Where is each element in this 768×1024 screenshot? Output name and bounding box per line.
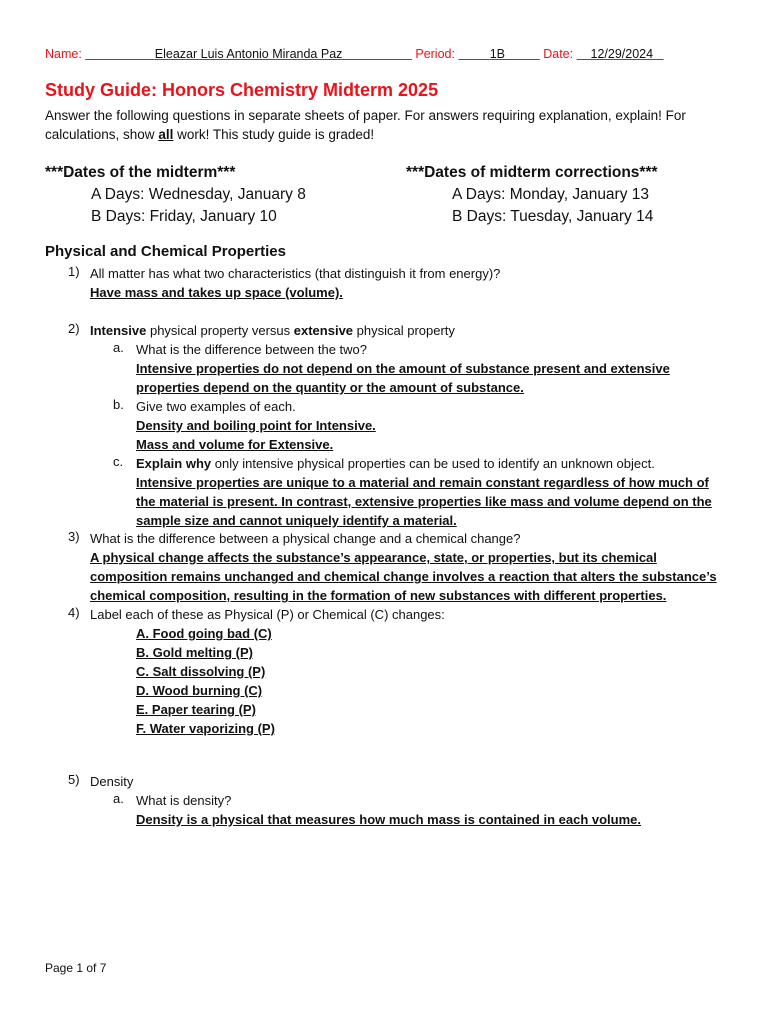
q5a-text: What is density? [136, 793, 232, 808]
q4-answer-f: F. Water vaporizing (P) [136, 721, 275, 736]
date-value: 12/29/2024 [590, 47, 654, 61]
midterm-b-days: B Days: Friday, January 10 [91, 208, 277, 225]
q2a-answer-line-2: properties depend on the quantity or the amount of substance. [136, 380, 524, 395]
instructions-emphasis: all [158, 127, 174, 142]
q4-answer-e: E. Paper tearing (P) [136, 702, 256, 717]
page-number: Page 1 of 7 [45, 961, 107, 975]
q2c-answer-line-3: sample size and cannot uniquely identify a material. [136, 513, 457, 528]
q1 [90, 264, 500, 302]
student-header [45, 47, 664, 61]
q4-number: 4) [68, 605, 80, 620]
q3-answer-line-2: composition remains unchanged and chemical change involves a reaction that alters the substance’s [90, 569, 717, 584]
name-value: Eleazar Luis Antonio Miranda Paz [154, 47, 343, 61]
q5-text: Density [90, 774, 134, 789]
q2c [136, 454, 712, 530]
q2a [136, 340, 670, 397]
q2b-answer-line-2: Mass and volume for Extensive. [136, 437, 334, 452]
correction-b-days: B Days: Tuesday, January 14 [452, 208, 654, 225]
instructions-text-2: work! This study guide is graded! [173, 127, 375, 142]
q2c-label: c. [113, 454, 124, 469]
q4-answers [136, 624, 275, 738]
q2b-label: b. [113, 397, 124, 412]
period-value: 1B [489, 47, 506, 61]
q2-text-end: physical property [353, 323, 455, 338]
q2c-bold: Explain why [136, 456, 212, 471]
midterm-dates-heading: ***Dates of the midterm*** [45, 164, 236, 181]
q2b-answer-line-1: Density and boiling point for Intensive. [136, 418, 376, 433]
q3-answer-line-3: chemical composition, resulting in the formation of new substances with different properties. [90, 588, 667, 603]
q1-number: 1) [68, 264, 80, 279]
midterm-a-days: A Days: Wednesday, January 8 [91, 186, 306, 203]
q2c-text [136, 454, 712, 473]
q4-answer-a: A. Food going bad (C) [136, 626, 272, 641]
name-label: Name: [45, 47, 82, 61]
q2-extensive: extensive [293, 323, 354, 338]
q5-number: 5) [68, 772, 80, 787]
q3-number: 3) [68, 529, 80, 544]
correction-dates-heading: ***Dates of midterm corrections*** [406, 164, 658, 181]
instructions-text-1: Answer the following questions in separate sheets of paper. For answers requiring explanation, explain! For calculations, show [45, 108, 686, 142]
q4-answer-c: C. Salt dissolving (P) [136, 664, 266, 679]
q1-answer: Have mass and takes up space (volume). [90, 285, 343, 300]
q5a-answer: Density is a physical that measures how much mass is contained in each volume. [136, 812, 642, 827]
q3-text: What is the difference between a physical change and a chemical change? [90, 531, 521, 546]
q2-text-mid: physical property versus [146, 323, 294, 338]
instructions [45, 106, 735, 144]
q2a-text: What is the difference between the two? [136, 342, 368, 357]
q3-answer-line-1: A physical change affects the substance’s appearance, state, or properties, but its chemical [90, 550, 657, 565]
q2a-answer-line-1: Intensive properties do not depend on the amount of substance present and extensive [136, 361, 670, 376]
correction-dates [406, 162, 658, 228]
correction-a-days: A Days: Monday, January 13 [452, 186, 650, 203]
q3 [90, 529, 717, 605]
date-label: Date: [543, 47, 574, 61]
q1-text: All matter has what two characteristics (that distinguish it from energy)? [90, 266, 501, 281]
q4-answer-d: D. Wood burning (C) [136, 683, 263, 698]
q2-intensive: Intensive [90, 323, 147, 338]
q2c-answer-line-2: the material is present. In contrast, extensive properties like mass and volume depend on the [136, 494, 712, 509]
q2c-answer-line-1: Intensive properties are unique to a material and remain constant regardless of how much of [136, 475, 709, 490]
midterm-dates [45, 162, 306, 228]
q2b [136, 397, 376, 454]
section-title: Physical and Chemical Properties [45, 243, 286, 260]
q4-text: Label each of these as Physical (P) or Chemical (C) changes: [90, 607, 445, 622]
q2c-text-rest: only intensive physical properties can be used to identify an unknown object. [211, 456, 655, 471]
q2a-label: a. [113, 340, 124, 355]
q2b-text: Give two examples of each. [136, 399, 296, 414]
period-label: Period: [415, 47, 455, 61]
q5a [136, 791, 641, 829]
q2-number: 2) [68, 321, 80, 336]
q2-text [90, 321, 455, 340]
q5a-label: a. [113, 791, 124, 806]
page-title: Study Guide: Honors Chemistry Midterm 2025 [45, 80, 439, 100]
q4-answer-b: B. Gold melting (P) [136, 645, 253, 660]
